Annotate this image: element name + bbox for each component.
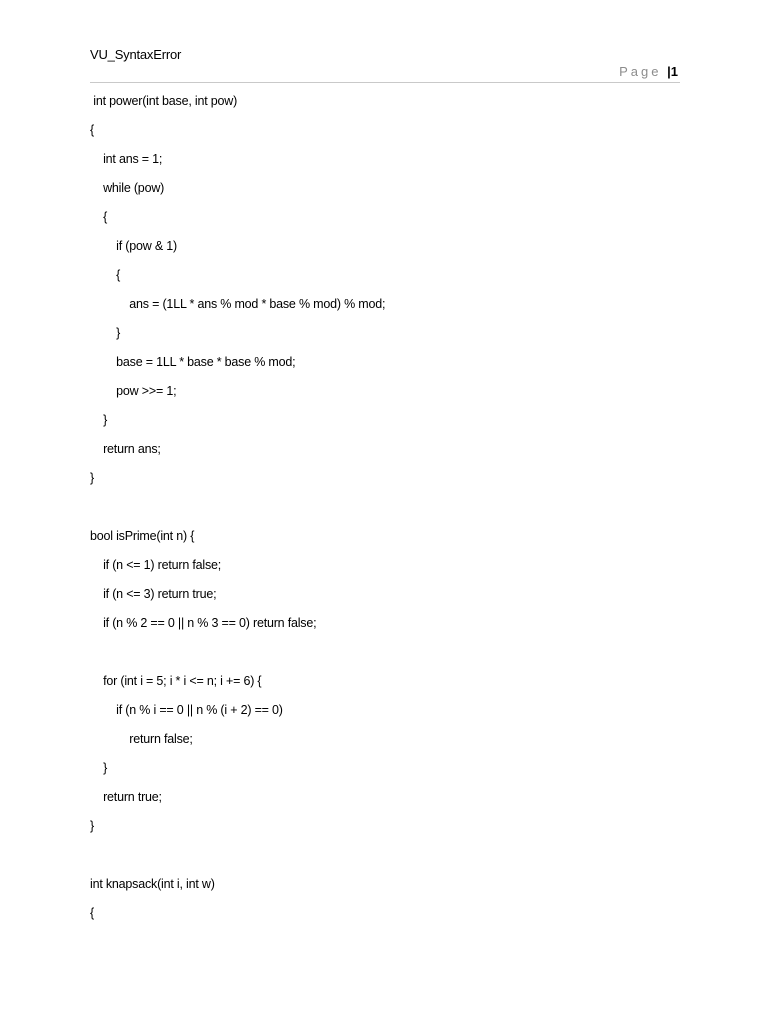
page-number-value: 1 (670, 64, 678, 79)
code-line: if (n % 2 == 0 || n % 3 == 0) return false; (90, 616, 317, 630)
code-line: if (pow & 1) (90, 239, 177, 253)
code-line: while (pow) (90, 181, 165, 195)
code-line: return false; (90, 732, 193, 746)
code-line: } (90, 413, 108, 427)
code-line: { (90, 123, 94, 137)
code-line: { (90, 268, 121, 282)
page-number (619, 64, 678, 80)
code-line: base = 1LL * base * base % mod; (90, 355, 296, 369)
code-line: if (n % i == 0 || n % (i + 2) == 0) (90, 703, 283, 717)
code-line: if (n <= 1) return false; (90, 558, 222, 572)
code-line (90, 499, 680, 528)
code-line: } (90, 819, 94, 833)
code-line: for (int i = 5; i * i <= n; i += 6) { (90, 674, 262, 688)
code-line: int knapsack(int i, int w) (90, 877, 215, 891)
code-line: } (90, 326, 121, 340)
code-line (90, 644, 680, 673)
code-line: int ans = 1; (90, 152, 163, 166)
code-line: if (n <= 3) return true; (90, 587, 217, 601)
code-line (90, 847, 680, 876)
code-line: bool isPrime(int n) { (90, 529, 195, 543)
code-line: } (90, 761, 108, 775)
code-line: return ans; (90, 442, 161, 456)
code-line: { (90, 210, 108, 224)
code-line: return true; (90, 790, 162, 804)
page-separator: | (667, 64, 671, 79)
header-title: VU_SyntaxError (90, 47, 182, 62)
code-line: } (90, 471, 94, 485)
page-word: Page (619, 64, 662, 79)
code-line: ans = (1LL * ans % mod * base % mod) % mod; (90, 297, 386, 311)
code-block (90, 93, 680, 934)
code-line: int power(int base, int pow) (90, 94, 238, 108)
code-line: { (90, 906, 94, 920)
header-rule (90, 82, 680, 83)
code-line: pow >>= 1; (90, 384, 177, 398)
